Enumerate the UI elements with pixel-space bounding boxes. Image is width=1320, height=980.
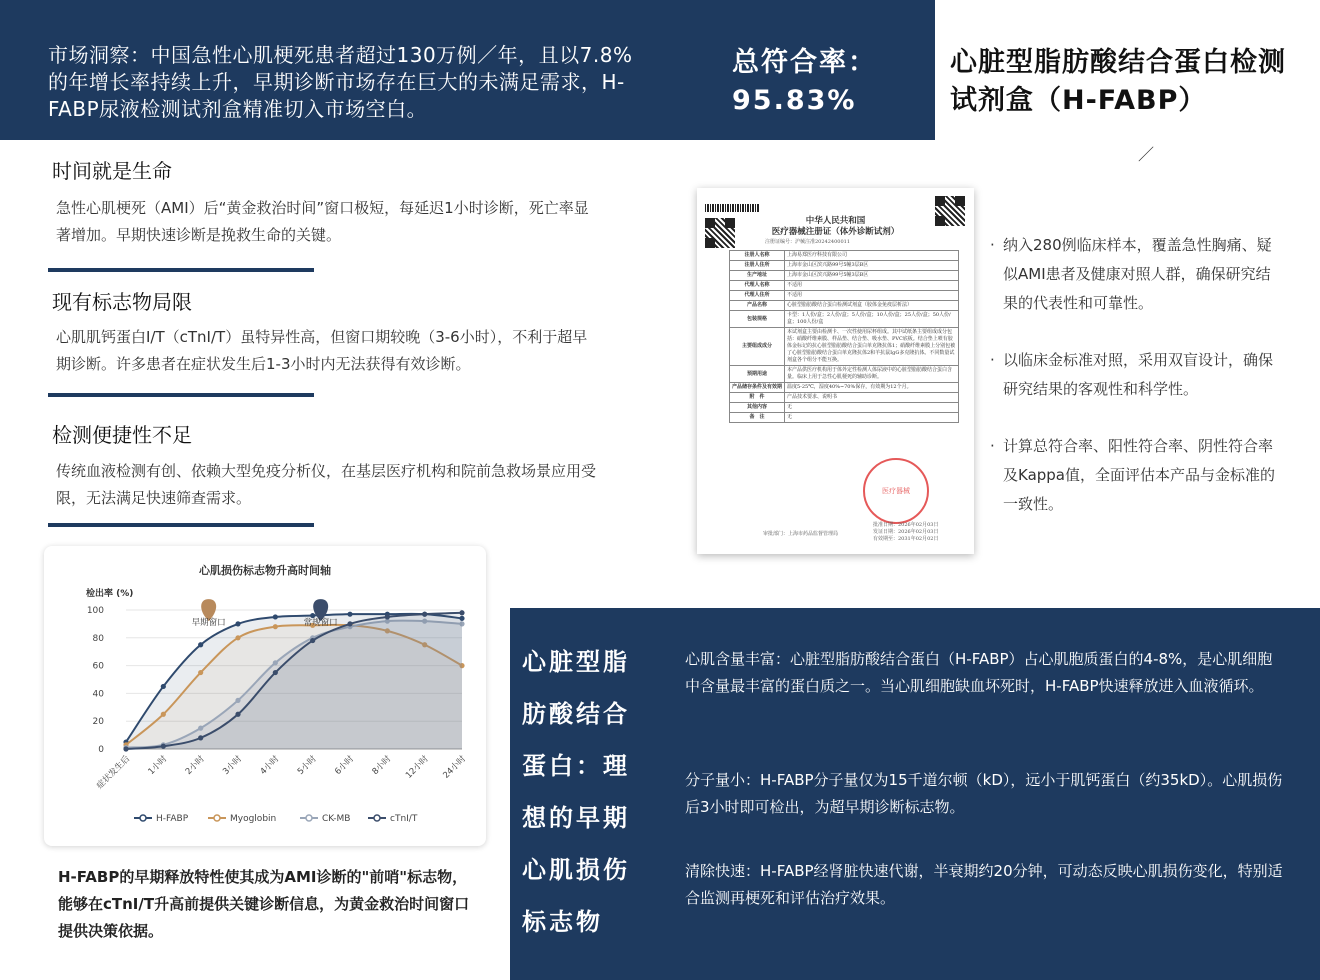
certificate-title: 中华人民共和国: [805, 216, 866, 226]
bullet-text: 以临床金标准对照，采用双盲设计，确保研究结果的客观性和科学性。: [1003, 351, 1274, 398]
section-title-markers: 现有标志物局限: [52, 290, 192, 314]
chart-data-point: [198, 726, 203, 731]
chart-data-point: [235, 712, 240, 717]
certificate-field-label: 预期用途: [730, 366, 785, 383]
certificate-field-value: 温度5-25℃，湿度40%~70%保存，有效期为12个月。: [785, 383, 959, 393]
certificate-field-label: 代理人名称: [730, 281, 785, 291]
certificate-row: [730, 291, 959, 301]
certificate-field-value: 不适用: [785, 291, 959, 301]
barcode-icon: [705, 204, 759, 212]
chart-legend-label: cTnI/T: [390, 814, 418, 824]
certificate-field-label: 产品储存条件及有效期: [730, 383, 785, 393]
chart-legend-label: Myoglobin: [230, 814, 277, 824]
certificate-table: [729, 250, 959, 423]
certificate-row: [730, 328, 959, 366]
chart-y-tick-label: 40: [92, 689, 104, 700]
certificate-field-value: 本产品供医疗机构用于体外定性检测人体尿液中的心脏型脂肪酸结合蛋白含量。临床上用于急性心肌梗死的辅助诊断。: [785, 366, 959, 383]
chart-data-point: [273, 670, 278, 675]
registration-certificate: [697, 188, 974, 554]
certificate-field-label: 注册人名称: [730, 251, 785, 261]
certificate-row: [730, 311, 959, 328]
certificate-row: [730, 383, 959, 393]
certificate-dates: [873, 522, 938, 543]
certificate-field-value: 不适用: [785, 281, 959, 291]
certificate-footer: 审批部门：上海市药品监督管理局: [763, 531, 839, 537]
chart-legend-marker: [140, 815, 146, 821]
bullet-text: 纳入280例临床样本，覆盖急性胸痛、疑似AMI患者及健康对照人群，确保研究结果的代表性和可靠性。: [1003, 236, 1272, 312]
bullet-dot-icon: ·: [990, 236, 995, 254]
chart-data-point: [273, 624, 278, 629]
study-bullet: [990, 432, 1285, 519]
chart-y-tick-label: 20: [92, 717, 104, 728]
certificate-row: [730, 403, 959, 413]
chart-data-point: [161, 712, 166, 717]
chart-legend-label: H-FABP: [156, 814, 189, 824]
chart-y-tick-label: 100: [86, 606, 104, 616]
bullet-text: 计算总符合率、阳性符合率、阴性符合率及Kappa值，全面评估本产品与金标准的一致性。: [1003, 437, 1276, 513]
section-divider: [48, 393, 314, 397]
section-body-time: 急性心肌梗死（AMI）后“黄金救治时间”窗口极短，每延迟1小时诊断，死亡率显著增加。早期快速诊断是挽救生命的关键。: [56, 199, 589, 244]
slash-mark: ／: [1138, 145, 1155, 164]
certificate-field-value: 无: [785, 413, 959, 423]
marker-timeline-chart: [44, 546, 486, 846]
certificate-field-label: 其他内容: [730, 403, 785, 413]
chart-y-tick-label: 60: [92, 661, 104, 672]
chart-y-tick-label: 0: [98, 745, 104, 755]
market-insight-text: 市场洞察：中国急性心肌梗死患者超过130万例／年，且以7.8%的年增长率持续上升，早期诊断市场存在巨大的未满足需求，H-FABP尿液检测试剂盒精准切入市场空白。: [48, 43, 633, 121]
certificate-row: [730, 261, 959, 271]
chart-data-point: [385, 614, 390, 619]
certificate-row: [730, 301, 959, 311]
chart-data-point: [347, 621, 352, 626]
chart-annotation-label: 早期窗口: [191, 618, 226, 629]
study-bullet: [990, 346, 1285, 404]
chart-legend-label: CK-MB: [322, 814, 351, 824]
chart-data-point: [273, 614, 278, 619]
certificate-field-label: 包装规格: [730, 311, 785, 328]
chart-x-tick-label: 4小时: [258, 754, 282, 777]
chart-x-tick-label: 症状发生后: [94, 754, 133, 792]
chart-legend-marker: [306, 815, 312, 821]
chart-title: 心肌损伤标志物升高时间轴: [199, 564, 331, 577]
certificate-field-value: 本试剂盒主要由检测卡、一次性使用尿杯组成。其中试纸条主要组成成分包括：硝酸纤维素膜、样品垫、结合垫、吸水垫、PVC底板。结合垫上喷有胶体金标记的抗心脏型脂肪酸结合蛋白单克隆抗体1；硝酸纤维素膜上分别包被了心脏型脂肪酸结合蛋白单克隆抗体2和羊抗鼠IgG多克隆抗体。不同数量试剂盒各个组分不能互换。: [785, 328, 959, 366]
certificate-row: [730, 271, 959, 281]
chart-data-point: [310, 638, 315, 643]
chart-x-tick-label: 12小时: [404, 754, 431, 781]
certificate-field-value: 无: [785, 403, 959, 413]
certificate-field-label: 代理人住所: [730, 291, 785, 301]
certificate-field-value: 卡型：1人份/盒；2人份/盒；5人份/盒；10人份/盒；25人份/盒；50人份/盒；100人份/盒: [785, 311, 959, 328]
chart-x-tick-label: 5小时: [295, 754, 319, 777]
bullet-dot-icon: ·: [990, 351, 995, 369]
certificate-field-value: 心脏型脂肪酸结合蛋白检测试剂盒（胶体金免疫层析法）: [785, 301, 959, 311]
certificate-field-label: 注册人住所: [730, 261, 785, 271]
certificate-field-label: 附 件: [730, 393, 785, 403]
chart-data-point: [198, 670, 203, 675]
panel-heading: 心脏型脂肪酸结合蛋白：理想的早期心肌损伤标志物: [522, 648, 630, 936]
chart-y-label: 检出率 (%): [86, 589, 134, 599]
section-title-convenience: 检测便捷性不足: [52, 423, 192, 447]
section-divider: [48, 523, 314, 527]
chart-y-tick-label: 80: [92, 633, 104, 644]
product-title: 心脏型脂肪酸结合蛋白检测试剂盒（H-FABP）: [950, 47, 1286, 116]
official-seal-icon: 医疗器械: [863, 458, 929, 524]
panel-paragraph-weight: 分子量小：H-FABP分子量仅为15千道尔顿（kD），远小于肌钙蛋白（约35kD）。心肌损伤后3小时即可检出，为超早期诊断标志物。: [685, 771, 1283, 816]
accuracy-block: [732, 44, 877, 120]
section-body-markers: 心肌肌钙蛋白I/T（cTnI/T）虽特异性高，但窗口期较晚（3-6小时），不利于超早期诊断。许多患者在症状发生后1-3小时内无法获得有效诊断。: [56, 328, 588, 373]
chart-data-point: [235, 635, 240, 640]
certificate-field-label: 产品名称: [730, 301, 785, 311]
chart-data-point: [459, 610, 464, 615]
marker-timeline-chart-card: [44, 546, 486, 846]
certificate-field-label: 生产地址: [730, 271, 785, 281]
chart-x-tick-label: 8小时: [370, 754, 394, 777]
certificate-field-value: 上海市金山区滨兴路99号5幢3层B区: [785, 271, 959, 281]
certificate-field-value: 上海市金山区滨兴路99号5幢3层B区: [785, 261, 959, 271]
chart-data-point: [422, 612, 427, 617]
chart-x-tick-label: 3小时: [221, 754, 245, 777]
chart-caption: H-FABP的早期释放特性使其成为AMI诊断的"前哨"标志物，能够在cTnI/T升高前提供关键诊断信息，为黄金救治时间窗口提供决策依据。: [58, 868, 470, 940]
chart-legend-marker: [214, 815, 220, 821]
section-title-time: 时间就是生命: [52, 159, 172, 183]
section-body-convenience: 传统血液检测有创、依赖大型免疫分析仪，在基层医疗机构和院前急救场景应用受限，无法满足快速筛查需求。: [56, 462, 597, 507]
chart-data-point: [347, 612, 352, 617]
section-divider: [48, 268, 314, 272]
chart-x-tick-label: 24小时: [441, 754, 469, 781]
chart-x-tick-label: 6小时: [333, 754, 357, 777]
certificate-field-value: 上海易郑医疗科技有限公司: [785, 251, 959, 261]
panel-paragraph-clearance: 清除快速：H-FABP经肾脏快速代谢，半衰期约20分钟，可动态反映心肌损伤变化，特别适合监测再梗死和评估治疗效果。: [685, 862, 1283, 907]
issue-date: 发证日期：2026年02月03日: [873, 529, 939, 535]
certificate-field-label: 备 注: [730, 413, 785, 423]
chart-data-point: [273, 660, 278, 665]
chart-data-point: [161, 744, 166, 749]
chart-data-point: [235, 698, 240, 703]
chart-legend-marker: [374, 815, 380, 821]
chart-data-point: [161, 684, 166, 689]
chart-x-tick-label: 1小时: [146, 754, 170, 777]
accuracy-value: 95.83%: [732, 85, 857, 116]
chart-data-point: [198, 735, 203, 740]
certificate-row: [730, 251, 959, 261]
chart-data-point: [123, 746, 128, 751]
expiry-date: 有效期至：2031年02月02日: [873, 536, 939, 542]
certificate-row: [730, 413, 959, 423]
panel-paragraph-content: 心肌含量丰富：心脏型脂肪酸结合蛋白（H-FABP）占心肌胞质蛋白的4-8%，是心肌细胞中含量最丰富的蛋白质之一。当心肌细胞缺血坏死时，H-FABP快速释放进入血液循环。: [685, 650, 1273, 695]
accuracy-label: 总符合率：: [732, 47, 877, 78]
chart-x-tick-label: 2小时: [183, 754, 207, 777]
approval-date: 批准日期：2026年02月03日: [873, 522, 939, 528]
certificate-subtitle: 医疗器械注册证（体外诊断试剂）: [771, 227, 900, 237]
certificate-field-value: 产品技术要求、说明书: [785, 393, 959, 403]
certificate-row: [730, 366, 959, 383]
certificate-field-label: 主要组成成分: [730, 328, 785, 366]
chart-annotation-label: 常规窗口: [303, 618, 338, 629]
study-bullet: [990, 231, 1285, 318]
certificate-row: [730, 281, 959, 291]
certificate-number: 注册证编号：沪械注准20242400011: [765, 239, 850, 245]
chart-data-point: [198, 642, 203, 647]
chart-data-point: [235, 621, 240, 626]
certificate-row: [730, 393, 959, 403]
bullet-dot-icon: ·: [990, 437, 995, 455]
